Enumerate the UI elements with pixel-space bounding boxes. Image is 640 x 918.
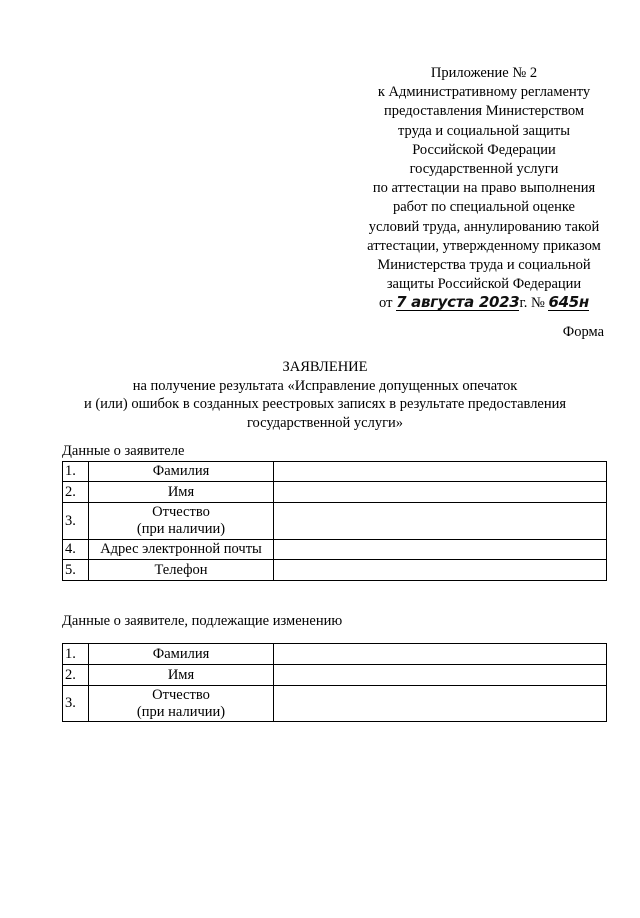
appendix-line: условий труда, аннулированию такой — [368, 218, 600, 235]
field-label-patronymic-note: (при наличии) — [136, 703, 226, 720]
order-date-line — [338, 294, 630, 313]
appendix-line: государственной услуги — [409, 161, 559, 178]
appendix-line: труда и социальной защиты — [398, 122, 570, 139]
appendix-line: Приложение № 2 — [430, 65, 538, 81]
field-label-surname: Фамилия — [89, 644, 274, 665]
field-label-surname: Фамилия — [89, 462, 274, 482]
statement-title — [40, 358, 610, 432]
row-number: 1. — [63, 644, 89, 665]
statement-subtitle-line: и (или) ошибок в созданных реестровых записях в результате предоставления — [83, 396, 567, 412]
row-number: 5. — [63, 560, 89, 581]
patronymic-field[interactable] — [274, 503, 607, 540]
field-label-name: Имя — [89, 665, 274, 686]
phone-field[interactable] — [274, 560, 607, 581]
appendix-line: к Административному регламенту — [377, 84, 591, 101]
table-row — [63, 560, 607, 581]
field-label-patronymic — [89, 686, 274, 722]
field-label-email: Адрес электронной почты — [89, 540, 274, 560]
new-name-field[interactable] — [274, 665, 607, 686]
new-surname-field[interactable] — [274, 644, 607, 665]
appendix-line: работ по специальной оценке — [392, 199, 575, 216]
section-changes-label: Данные о заявителе, подлежащие изменению — [62, 613, 343, 629]
table-row — [63, 482, 607, 503]
appendix-line: защиты Российской Федерации — [386, 276, 582, 293]
statement-heading: ЗАЯВЛЕНИЕ — [282, 359, 368, 375]
table-row — [63, 503, 607, 540]
appendix-line: Министерства труда и социальной — [377, 257, 591, 274]
appendix-line: Российской Федерации — [412, 141, 556, 158]
row-number: 3. — [63, 503, 89, 540]
row-number: 2. — [63, 665, 89, 686]
row-number: 2. — [63, 482, 89, 503]
field-label-patronymic-text: Отчество — [152, 686, 210, 703]
row-number: 3. — [63, 686, 89, 722]
appendix-line: по аттестации на право выполнения — [372, 180, 596, 197]
statement-subtitle-line: государственной услуги» — [246, 414, 404, 431]
handwritten-date: 7 августа 2023 — [396, 293, 520, 312]
handwritten-number: 645н — [548, 293, 589, 312]
appendix-line: предоставления Министерством — [383, 103, 585, 120]
table-row — [63, 540, 607, 560]
form-label: Форма — [562, 324, 604, 340]
field-label-patronymic-note: (при наличии) — [136, 521, 226, 537]
name-field[interactable] — [274, 482, 607, 503]
surname-field[interactable] — [274, 462, 607, 482]
row-number: 1. — [63, 462, 89, 482]
date-prefix: от — [379, 295, 393, 312]
changed-data-table — [62, 643, 607, 722]
field-label-patronymic — [89, 503, 274, 540]
number-prefix: г. № — [519, 295, 545, 312]
table-row — [63, 462, 607, 482]
table-row — [63, 644, 607, 665]
email-field[interactable] — [274, 540, 607, 560]
section-applicant-label: Данные о заявителе — [62, 443, 185, 459]
row-number: 4. — [63, 540, 89, 560]
appendix-line: аттестации, утвержденному приказом — [367, 237, 601, 254]
statement-subtitle-line: на получение результата «Исправление допущенных опечаток — [132, 377, 518, 394]
field-label-patronymic-text: Отчество — [152, 504, 210, 520]
appendix-header — [338, 64, 630, 314]
field-label-name: Имя — [89, 482, 274, 503]
new-patronymic-field[interactable] — [274, 686, 607, 722]
applicant-data-table — [62, 461, 607, 581]
field-label-phone: Телефон — [89, 560, 274, 581]
table-row — [63, 665, 607, 686]
table-row — [63, 686, 607, 722]
